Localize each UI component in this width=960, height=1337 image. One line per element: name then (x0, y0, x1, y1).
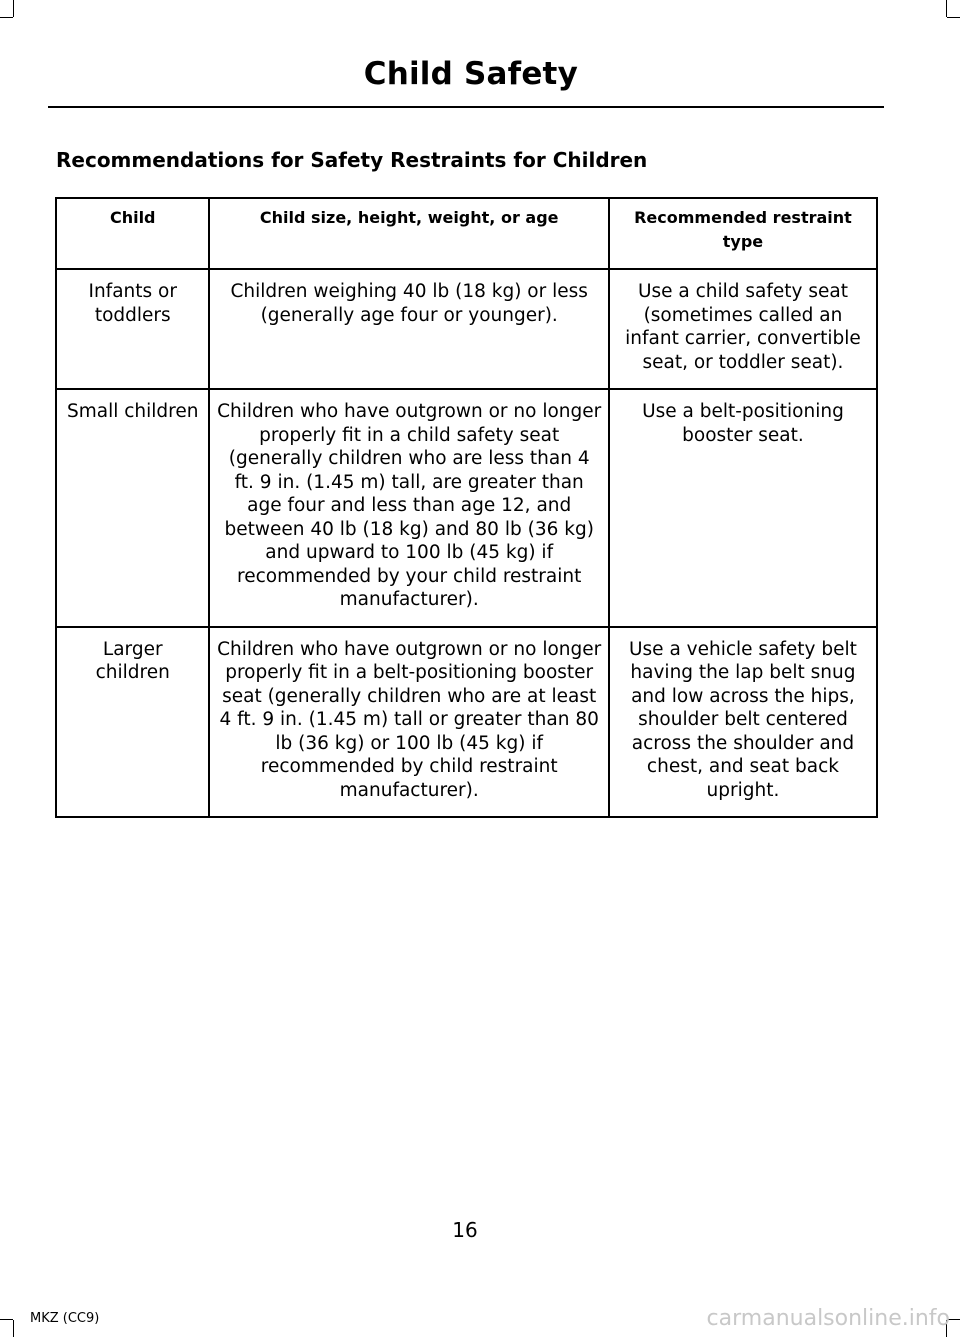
table-row (56, 269, 877, 389)
table-cell-recommended-restraint: Use a child safety seat (sometimes called an infant carrier, convertible seat, or toddler seat). (609, 269, 877, 389)
table-cell-child-size: Children who have outgrown or no longer properly fit in a belt-positioning booster seat (generally children who are at least 4 ft. 9 in. (1.45 m) tall or greater than 80 lb (36 kg) or 100 lb (45 kg) if recommended by child restraint manufacturer). (209, 627, 608, 818)
watermark: carmanualsonline.info (706, 1306, 950, 1331)
crop-mark-bottom-left-horizontal (0, 1319, 13, 1320)
column-header-child-size: Child size, height, weight, or age (209, 198, 608, 269)
restraint-recommendations-table (55, 197, 878, 818)
column-header-child: Child (56, 198, 209, 269)
crop-mark-top-right-vertical (946, 0, 947, 17)
table-row (56, 389, 877, 627)
crop-mark-top-left-vertical (13, 0, 14, 17)
table-cell-child: Larger children (56, 627, 209, 818)
crop-mark-top-left-horizontal (0, 17, 13, 18)
crop-mark-bottom-left-vertical (13, 1320, 14, 1337)
table-cell-child-size: Children who have outgrown or no longer properly fit in a child safety seat (generally children who are less than 4 ft. 9 in. (1.45 m) tall, are greater than age four and less than age 12, and between 40 lb (18 kg) and 80 lb (36 kg) and upward to 100 lb (45 kg) if recommended by your child restraint manufacturer). (209, 389, 608, 627)
column-header-recommended-restraint: Recommended restraint type (609, 198, 877, 269)
table-cell-child-size: Children weighing 40 lb (18 kg) or less (generally age four or younger). (209, 269, 608, 389)
page-header-title: Child Safety (363, 56, 578, 92)
crop-mark-top-right-horizontal (947, 17, 960, 18)
footer-model-code: MKZ (CC9) (30, 1311, 100, 1326)
table-cell-child: Small children (56, 389, 209, 627)
table-cell-recommended-restraint: Use a vehicle safety belt having the lap belt snug and low across the hips, shoulder belt centered across the shoulder and chest, and seat back upright. (609, 627, 877, 818)
page-number: 16 (452, 1218, 478, 1242)
section-heading: Recommendations for Safety Restraints for Children (56, 148, 648, 172)
table-row (56, 627, 877, 818)
table-cell-child: Infants or toddlers (56, 269, 209, 389)
table-header-row (56, 198, 877, 269)
table-cell-recommended-restraint: Use a belt-positioning booster seat. (609, 389, 877, 627)
header-rule (48, 106, 884, 108)
